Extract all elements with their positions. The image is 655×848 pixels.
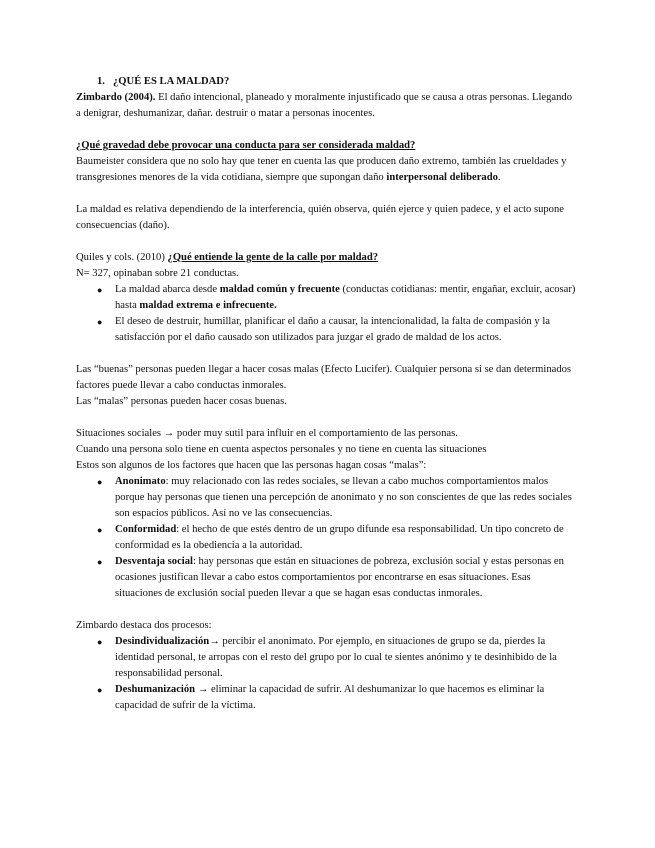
buenas-personas-paragraph: Las “buenas” personas pueden llegar a hacer cosas malas (Efecto Lucifer). Cualquier persona si se dan determinados factores puede llevar a cabo conductas inmorales. — [76, 364, 572, 391]
gravedad-question: ¿Qué gravedad debe provocar una conducta para ser considerada maldad? — [76, 140, 416, 151]
heading-number: 1. — [97, 76, 105, 87]
situaciones-sociales-line: Situaciones sociales → poder muy sutil para influir en el comportamiento de las personas. — [76, 428, 458, 439]
list-item: ● El deseo de destruir, humillar, planificar el daño a causar, la intencionalidad, la falta de compasión y la satisfacción por el daño causado son utilizados para juzgar el grado de maldad de los actos. — [97, 316, 550, 343]
bullet-icon: ● — [97, 317, 103, 327]
document-page — [76, 74, 576, 714]
quiles-question: ¿Qué entiende la gente de la calle por maldad? — [167, 252, 379, 263]
list-item: ● Desindividualización→ percibir el anonimato. Por ejemplo, en situaciones de grupo se da, pierdes la identidad personal, te arropas con el resto del grupo por lo cual te sientes anónimo y te desinhibido de la responsabilidad personal. — [97, 636, 557, 679]
heading-title: ¿QUÉ ES LA MALDAD? — [113, 76, 230, 87]
list-item: ● La maldad abarca desde maldad común y frecuente (conductas cotidianas: mentir, engañar, excluir, acosar) hasta maldad extrema e infrecuente. — [97, 284, 576, 311]
malas-personas-line: Las “malas” personas pueden hacer cosas buenas. — [76, 396, 287, 407]
sample-size: N= 327, opinaban sobre 21 conductas. — [76, 268, 239, 279]
list-item: ● Deshumanización → eliminar la capacidad de sufrir. Al deshumanizar lo que hacemos es eliminar la capacidad de sufrir de la víctima. — [97, 684, 545, 711]
quiles-citation: Quiles y cols. (2010) — [76, 252, 168, 263]
interpersonal-deliberado: interpersonal deliberado — [386, 172, 498, 183]
list-item: ● Desventaja social: hay personas que están en situaciones de pobreza, exclusión social y estas personas en ocasiones justifican llevar a cabo estos comportamientos por encontrarse en esas situaciones. Esas situaciones de exclusión social pueden llevar a que se hagan esas conductas inmorales. — [97, 556, 564, 599]
zimbardo-definition-text: El daño intencional, planeado y moralmente injustificado que se causa a otras personas. Llegando a denigrar, deshumanizar, dañar. destruir o matar a personas inocentes. — [76, 92, 573, 119]
factores-intro: Estos son algunos de los factores que hacen que las personas hagan cosas “malas”: — [76, 460, 427, 471]
bullet-icon: ● — [97, 637, 103, 647]
baumeister-paragraph: Baumeister considera que no solo hay que tener en cuenta las que producen daño extremo, también las crueldades y transgresiones menores de la vida cotidiana, siempre que supongan daño interpersonal deliberado. — [76, 156, 567, 183]
bullet-icon: ● — [97, 685, 103, 695]
bullet-icon: ● — [97, 285, 103, 295]
bullet-icon: ● — [97, 557, 103, 567]
quiles-line — [76, 250, 576, 266]
factores-list — [76, 474, 576, 602]
zimbardo-definition — [76, 90, 576, 122]
aspectos-personales-line: Cuando una persona solo tiene en cuenta aspectos personales y no tiene en cuenta las situaciones — [76, 444, 487, 455]
quiles-list — [76, 282, 576, 346]
zimbardo-citation: Zimbardo (2004). — [76, 92, 156, 103]
bullet-icon: ● — [97, 477, 103, 487]
section-heading — [76, 74, 576, 90]
list-item: ● Conformidad: el hecho de que estés dentro de un grupo difunde esa responsabilidad. Un tipo concreto de conformidad es la obediencia a la autoridad. — [97, 524, 564, 551]
bullet-icon: ● — [97, 525, 103, 535]
maldad-relativa-paragraph: La maldad es relativa dependiendo de la interferencia, quién observa, quién ejerce y quien padece, y el acto supone consecuencias (daño). — [76, 204, 564, 231]
list-item: ● Anonimato: muy relacionado con las redes sociales, se llevan a cabo muchos comportamientos malos porque hay personas que tienen una percepción de anonimato y no son conscientes de que las redes sociales son espacios públicos. Así no ve las consecuencias. — [97, 476, 572, 519]
procesos-list — [76, 634, 576, 714]
procesos-intro: Zimbardo destaca dos procesos: — [76, 620, 212, 631]
